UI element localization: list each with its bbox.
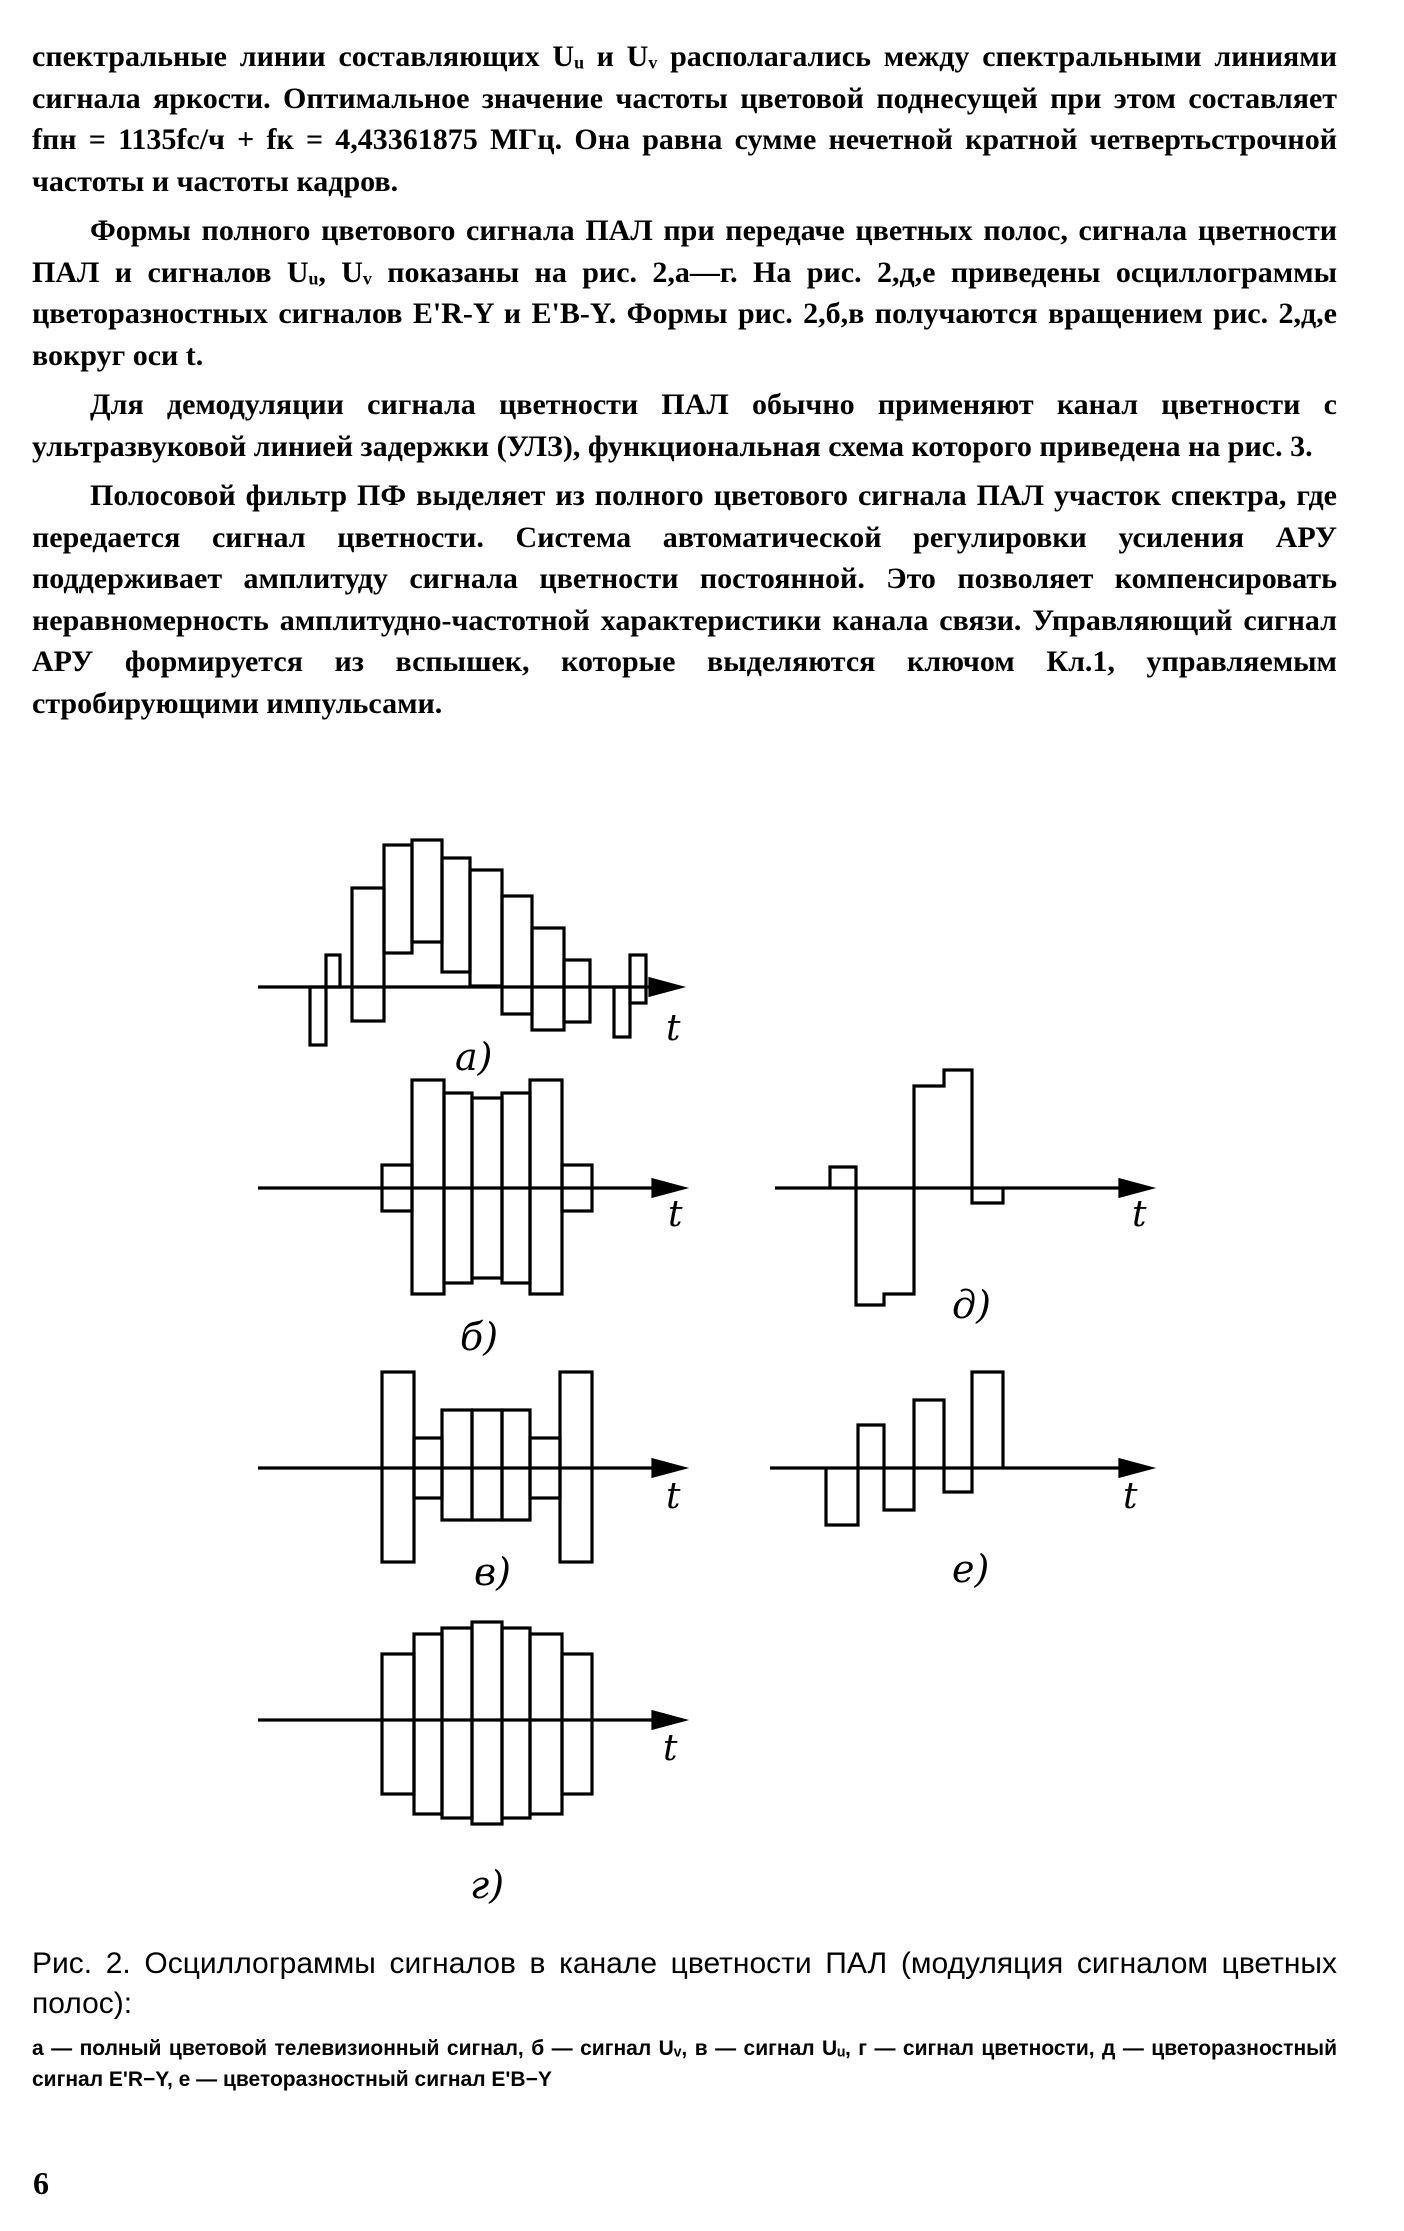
axis-label-t-v: t <box>666 1476 681 1517</box>
paragraph-2: Формы полного цветового сигнала ПАЛ при передаче цветных полос, сигнала цветности ПАЛ и сигналов Uᵤ, Uᵥ показаны на рис. 2,а—г. На рис. 2,д,е приведены осциллограммы цветоразностных сигналов E'R-Y и E'B-Y. Формы рис. 2,б,в получаются вращением рис. 2,д,е вокруг оси t. <box>32 214 1337 372</box>
waveform-e <box>770 1372 1150 1591</box>
waveform-a <box>258 840 681 1079</box>
waveform-g <box>258 1622 683 1907</box>
paragraph-1: спектральные линии составляющих Uᵤ и Uᵥ располагались между спектральными линиями сигнала яркости. Оптимальное значение частоты цветовой поднесущей при этом составляет fпн = 1135fс/ч + fк = 4,43361875 МГц. Она равна сумме нечетной кратной четвертьстрочной частоты и частоты кадров. <box>32 40 1337 198</box>
panel-label-a: а) <box>455 1035 493 1079</box>
panel-label-e: е) <box>952 1547 990 1591</box>
panel-label-g: г) <box>470 1863 505 1907</box>
panel-label-v: в) <box>474 1550 511 1594</box>
figure-caption-legend: а — полный цветовой телевизионный сигнал, б — сигнал Uᵥ, в — сигнал Uᵤ, г — сигнал цветности, д — цветоразностный сигнал E'R−Y, е — цветоразностный сигнал E'B−Y <box>32 2037 1337 2091</box>
axis-label-t-a: t <box>666 1008 681 1049</box>
waveform-d <box>775 1070 1150 1327</box>
axis-label-t-d: t <box>1132 1194 1147 1235</box>
panel-label-d: д) <box>952 1283 991 1327</box>
page-number: 6 <box>33 2165 49 2201</box>
axis-label-t-e: t <box>1123 1476 1138 1517</box>
waveform-b <box>258 1080 683 1359</box>
axis-label-t-b: t <box>668 1194 683 1235</box>
paragraph-3: Для демодуляции сигнала цветности ПАЛ обычно применяют канал цветности с ультразвуковой линией задержки (УЛЗ), функциональная схема которого приведена на рис. 3. <box>32 388 1337 463</box>
paragraph-4: Полосовой фильтр ПФ выделяет из полного цветового сигнала ПАЛ участок спектра, где передается сигнал цветности. Система автоматической регулировки усиления АРУ поддерживает амплитуду сигнала цветности постоянной. Это позволяет компенсировать неравномерность амплитудно-частотной характеристики канала связи. Управляющий сигнал АРУ формируется из вспышек, которые выделяются ключом Кл.1, управляемым стробирующими импульсами. <box>32 479 1337 720</box>
axis-label-t-g: t <box>663 1728 678 1769</box>
panel-label-b: б) <box>460 1315 499 1359</box>
waveform-v <box>258 1372 683 1594</box>
figure-caption-title: Рис. 2. Осциллограммы сигналов в канале цветности ПАЛ (модуляция сигналом цветных полос): <box>32 1947 1337 2020</box>
